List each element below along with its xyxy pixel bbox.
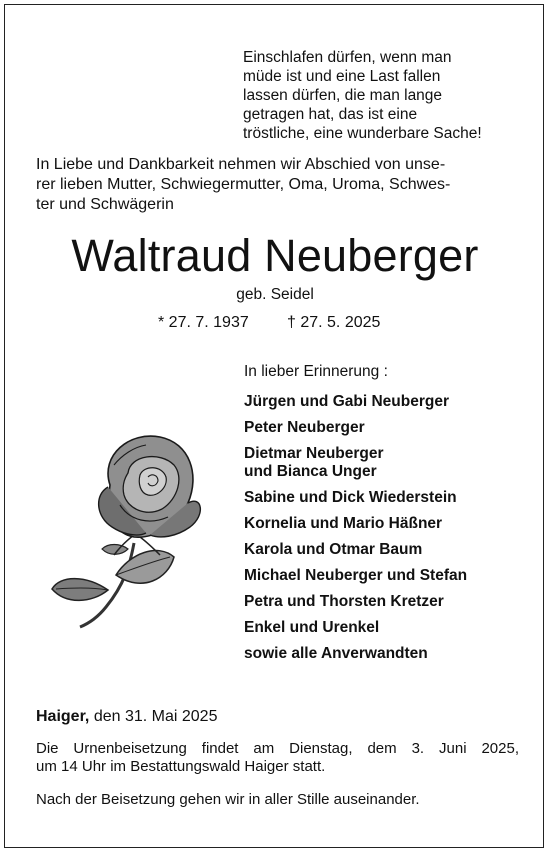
mourner: Michael Neuberger und Stefan [244, 567, 468, 584]
poem-line: tröstliche, eine wunderbare Sache! [243, 125, 482, 142]
mourner: und Bianca Unger [244, 463, 377, 480]
mourner: sowie alle Anverwandten [244, 645, 428, 662]
place: Haiger, [36, 708, 90, 725]
death-date: † 27. 5. 2025 [287, 314, 381, 331]
poem [243, 48, 543, 143]
poem-line: müde ist und eine Last fallen [243, 68, 441, 85]
poem-line: lassen dürfen, die man lange [243, 87, 443, 104]
mourner: Sabine und Dick Wiederstein [244, 489, 457, 506]
intro-line: In Liebe und Dankbarkeit nehmen wir Abschied von unse- [36, 156, 446, 173]
mourner: Peter Neuberger [244, 419, 365, 436]
burial-info [36, 740, 519, 776]
maiden-name: geb. Seidel [236, 286, 314, 303]
closing-note: Nach der Beisetzung gehen wir in aller Stille auseinander. [36, 791, 420, 808]
poem-line: Einschlafen dürfen, wenn man [243, 49, 452, 66]
mourner: Dietmar Neuberger [244, 445, 384, 462]
mourner: Jürgen und Gabi Neuberger [244, 393, 449, 410]
birth-date: * 27. 7. 1937 [158, 314, 249, 331]
place-date [36, 707, 217, 727]
poem-line: getragen hat, das ist eine [243, 106, 418, 123]
mourners-list [244, 393, 544, 663]
mourner: Petra und Thorsten Kretzer [244, 593, 444, 610]
deceased-name: Waltraud Neuberger [71, 230, 479, 281]
burial-line: Die Urnenbeisetzung findet am Dienstag, dem 3. Juni 2025, [36, 740, 519, 757]
memory-heading: In lieber Erinnerung : [244, 363, 388, 380]
intro-line: rer lieben Mutter, Schwiegermutter, Oma, Uroma, Schwes- [36, 176, 451, 193]
mourner: Enkel und Urenkel [244, 619, 380, 636]
mourner: Karola und Otmar Baum [244, 541, 423, 558]
burial-line: um 14 Uhr im Bestattungswald Haiger statt. [36, 758, 326, 775]
intro-text [36, 155, 522, 215]
mourner: Kornelia und Mario Häßner [244, 515, 443, 532]
date: den 31. Mai 2025 [93, 708, 218, 725]
rose-icon [50, 425, 230, 630]
intro-line: ter und Schwägerin [36, 196, 174, 213]
